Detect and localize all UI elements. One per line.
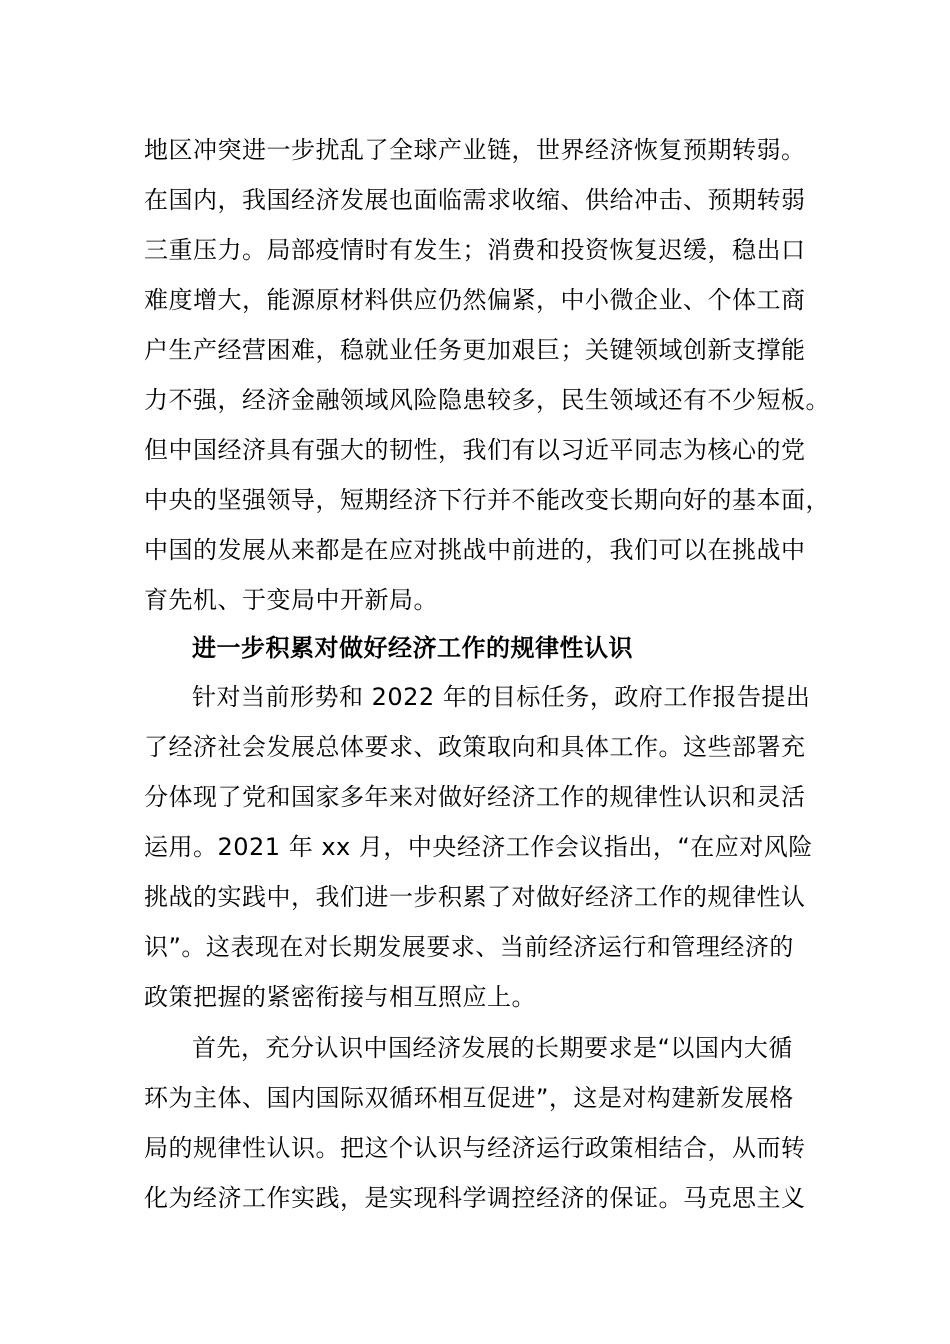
body-text-line: 中国的发展从来都是在应对挑战中前进的，我们可以在挑战中 (144, 536, 806, 564)
body-text-line: 育先机、于变局中开新局。 (144, 586, 438, 614)
section-heading: 进一步积累对做好经济工作的规律性认识 (192, 634, 633, 662)
body-text-line: 局的规律性认识。把这个认识与经济运行政策相结合，从而转 (144, 1134, 806, 1162)
body-text-line: 在国内，我国经济发展也面临需求收缩、供给冲击、预期转弱 (144, 186, 806, 214)
body-text-line: 力不强，经济金融领域风险隐患较多，民生领域还有不少短板。 (144, 386, 830, 414)
body-text-line: 了经济社会发展总体要求、政策取向和具体工作。这些部署充 (144, 733, 806, 761)
body-text-line: 针对当前形势和 2022 年的目标任务，政府工作报告提出 (192, 683, 811, 711)
body-text-line: 地区冲突进一步扰乱了全球产业链，世界经济恢复预期转弱。 (144, 136, 806, 164)
body-text-line: 政策把握的紧密衔接与相互照应上。 (144, 983, 536, 1011)
body-text-line: 挑战的实践中，我们进一步积累了对做好经济工作的规律性认 (144, 883, 806, 911)
body-text-line: 分体现了党和国家多年来对做好经济工作的规律性认识和灵活 (144, 783, 806, 811)
body-text-line: 但中国经济具有强大的韧性，我们有以习近平同志为核心的党 (144, 436, 806, 464)
body-text-line: 首先，充分认识中国经济发展的长期要求是“以国内大循 (192, 1034, 793, 1062)
body-text-line: 户生产经营困难，稳就业任务更加艰巨；关键领域创新支撑能 (144, 336, 806, 364)
body-text-line: 化为经济工作实践，是实现科学调控经济的保证。马克思主义 (144, 1184, 806, 1212)
body-text-line: 环为主体、国内国际双循环相互促进”，这是对构建新发展格 (144, 1084, 794, 1112)
body-text-line: 运用。2021 年 xx 月，中央经济工作会议指出，“在应对风险 (144, 833, 813, 861)
body-text-line: 识”。这表现在对长期发展要求、当前经济运行和管理经济的 (144, 933, 794, 961)
body-text-line: 三重压力。局部疫情时有发生；消费和投资恢复迟缓，稳出口 (144, 236, 806, 264)
body-text-line: 中央的坚强领导，短期经济下行并不能改变长期向好的基本面， (144, 486, 830, 514)
body-text-line: 难度增大，能源原材料供应仍然偏紧，中小微企业、个体工商 (144, 286, 806, 314)
